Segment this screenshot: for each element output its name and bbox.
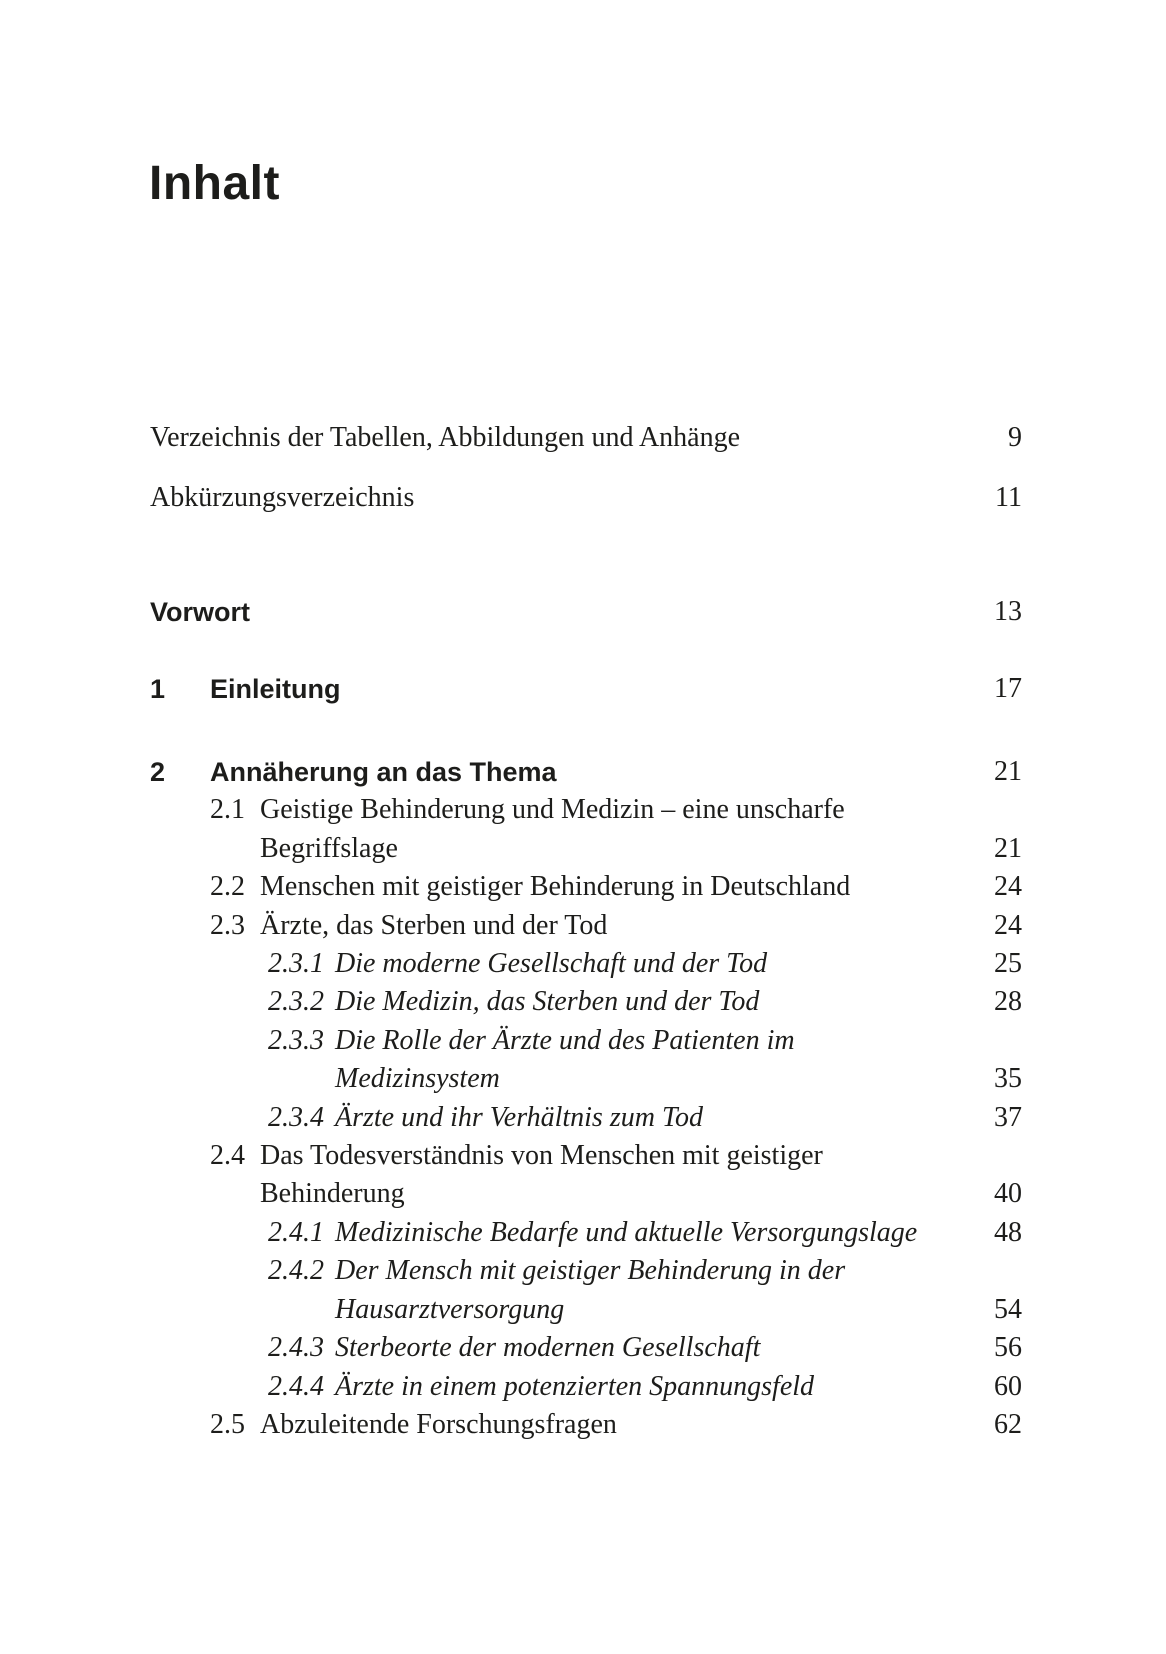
toc-entry <box>150 791 1022 868</box>
toc-entry-title: Medizinische Bedarfe und aktuelle Versorgungslage <box>335 1216 918 1248</box>
toc-entry-title: Abzuleitende Forschungsfragen <box>260 1408 617 1440</box>
toc-entry-title: Die Medizin, das Sterben und der Tod <box>335 986 760 1018</box>
toc-entry-number: 2.3.1 <box>268 948 324 980</box>
toc-entry-page: 40 <box>994 1178 1022 1210</box>
toc-entry-number: 2.4 <box>210 1140 245 1172</box>
toc-entry-title: Annäherung an das Thema <box>210 757 557 787</box>
toc-entry-number: 2.3.4 <box>268 1101 324 1133</box>
toc-entry-page: 11 <box>995 482 1022 513</box>
chapter-2-group <box>150 753 1022 1444</box>
toc-entry <box>150 1137 1022 1214</box>
toc-entry <box>150 1329 1022 1367</box>
toc-entry <box>150 983 1022 1021</box>
toc-entry <box>150 868 1022 906</box>
toc-entry-title: Verzeichnis der Tabellen, Abbildungen und Anhänge <box>150 422 741 453</box>
toc-entry-number: 2.4.3 <box>268 1332 324 1364</box>
toc-entry-number: 2.4.2 <box>268 1255 324 1287</box>
toc-entry-page: 9 <box>1008 422 1022 453</box>
toc-entry-title: Der Mensch mit geistiger Behinderung in der <box>335 1255 846 1287</box>
toc-entry-number: 2.3.2 <box>268 986 324 1018</box>
toc-entry-page: 25 <box>994 948 1022 980</box>
toc-entry-title: Menschen mit geistiger Behinderung in Deutschland <box>260 871 851 903</box>
toc-entry-title: Vorwort <box>150 597 250 627</box>
toc-entry <box>150 593 1022 631</box>
toc-entry <box>150 419 1022 457</box>
toc-entry-title: Ärzte und ihr Verhältnis zum Tod <box>335 1101 703 1133</box>
toc-entry-page: 62 <box>994 1408 1022 1440</box>
toc-entry-title: Das Todesverständnis von Menschen mit geistiger <box>260 1140 823 1172</box>
toc-entry-page: 17 <box>994 673 1022 704</box>
toc-entry-number: 2.2 <box>210 871 245 903</box>
toc-entry <box>150 945 1022 983</box>
toc-entry-page: 54 <box>994 1293 1022 1325</box>
toc-entry-title: Geistige Behinderung und Medizin – eine unscharfe <box>260 794 845 826</box>
toc-entry-title-continuation: Begriffslage <box>260 832 398 864</box>
toc-entry-title: Die Rolle der Ärzte und des Patienten im <box>335 1024 795 1056</box>
toc-entry-title-continuation: Hausarztversorgung <box>335 1293 565 1325</box>
toc-entry-page: 24 <box>994 871 1022 903</box>
toc-entry-title: Ärzte in einem potenzierten Spannungsfeld <box>335 1370 815 1402</box>
toc-entry <box>150 479 1022 517</box>
front-matter-group <box>150 419 1022 517</box>
toc-entry <box>150 753 1022 791</box>
toc-entry-page: 21 <box>994 756 1022 787</box>
toc-entry-number: 2.4.4 <box>268 1370 324 1402</box>
toc-entry-title: Abkürzungsverzeichnis <box>150 482 415 513</box>
toc-entry-page: 13 <box>994 596 1022 627</box>
toc-entry-page: 21 <box>994 832 1022 864</box>
toc-entry-number: 2.4.1 <box>268 1216 324 1248</box>
toc-entry-page: 28 <box>994 986 1022 1018</box>
toc-entry <box>150 670 1022 708</box>
toc-entry-title: Ärzte, das Sterben und der Tod <box>260 909 608 941</box>
toc-entry-number: 2 <box>150 757 166 787</box>
toc-entry-page: 48 <box>994 1216 1022 1248</box>
toc-entry-title: Sterbeorte der modernen Gesellschaft <box>335 1332 761 1364</box>
toc-entry-number: 2.1 <box>210 794 245 826</box>
toc-entry <box>150 1406 1022 1444</box>
toc-entry-title: Einleitung <box>210 674 341 704</box>
toc-entry-number: 1 <box>150 674 166 704</box>
toc-entry-number: 2.5 <box>210 1408 245 1440</box>
toc-entry-title-continuation: Behinderung <box>260 1178 405 1210</box>
vorwort-group <box>150 593 1022 631</box>
toc-entry <box>150 1214 1022 1252</box>
toc-entry-page: 24 <box>994 909 1022 941</box>
page-title: Inhalt <box>149 157 280 210</box>
toc-entry-title: Die moderne Gesellschaft und der Tod <box>335 948 768 980</box>
toc-entry-title-continuation: Medizinsystem <box>335 1063 500 1095</box>
toc-entry-page: 60 <box>994 1370 1022 1402</box>
toc-entry-page: 37 <box>994 1101 1022 1133</box>
toc-entry-number: 2.3.3 <box>268 1024 324 1056</box>
toc-entry <box>150 1252 1022 1329</box>
toc-entry <box>150 1099 1022 1137</box>
toc-entry-page: 35 <box>994 1063 1022 1095</box>
toc-entry <box>150 1368 1022 1406</box>
toc-entry <box>150 1022 1022 1099</box>
toc-entry-page: 56 <box>994 1332 1022 1364</box>
toc-entry-number: 2.3 <box>210 909 245 941</box>
toc-entry <box>150 907 1022 945</box>
chapter-1-group <box>150 670 1022 708</box>
